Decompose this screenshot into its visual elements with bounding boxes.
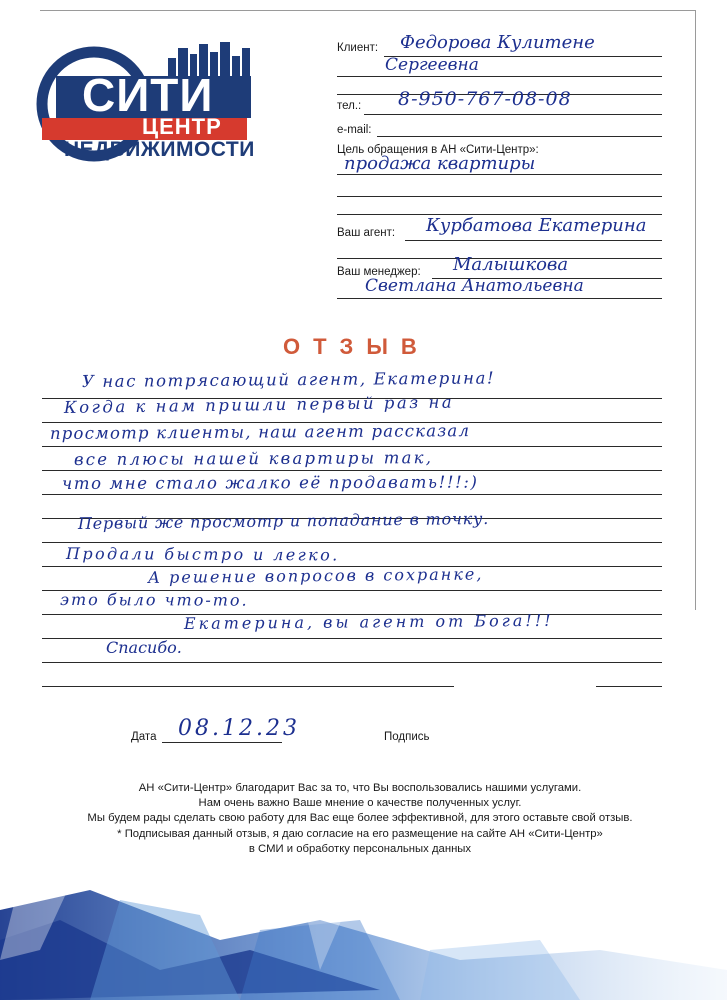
manager-surname-handwritten: Малышкова — [453, 254, 569, 275]
review-line-9: это было что-то. — [60, 590, 249, 610]
phone-line — [364, 114, 662, 115]
agent-label: Ваш агент: — [337, 227, 396, 239]
manager-label: Ваш менеджер: — [337, 266, 421, 278]
date-line — [162, 742, 282, 743]
review-title: ОТЗЫВ — [283, 334, 430, 359]
purpose-line-1 — [337, 174, 662, 175]
logo-wordmark: СИТИ — [82, 69, 214, 121]
review-line-2: Когда к нам пришли первый раз на — [63, 392, 455, 417]
footer-thanks: АН «Сити-Центр» благодарит Вас за то, что Вы воспользовались нашими услугами. — [138, 782, 582, 794]
client-label: Клиент: — [337, 42, 379, 54]
review-rule — [42, 494, 662, 495]
decorative-bottom-graphic — [0, 880, 727, 1000]
page-edge-right — [695, 10, 696, 610]
footer-consent: * Подписывая данный отзыв, я даю согласие на его размещение на сайте АН «Сити-Центр» — [117, 828, 603, 840]
email-label: e-mail: — [337, 124, 372, 136]
signature-label: Подпись — [384, 731, 430, 743]
footer-consent-cont: в СМИ и обработку персональных данных — [248, 843, 472, 855]
review-line-6: Первый же просмотр и попадание в точку. — [77, 508, 490, 533]
review-line-7: Продали быстро и легко. — [66, 544, 340, 565]
review-rule — [42, 542, 662, 543]
purpose-handwritten: продажа квартиры — [344, 153, 536, 174]
logo-bottom-text: НЕДВИЖИМОСТИ — [64, 138, 255, 161]
purpose-line-2 — [337, 196, 662, 197]
purpose-label: Цель обращения в АН «Сити-Центр»: — [337, 144, 539, 156]
phone-handwritten: 8-950-767-08-08 — [398, 88, 572, 110]
review-rule — [42, 470, 662, 471]
footer-importance: Нам очень важно Ваше мнение о качестве полученных услуг. — [198, 797, 522, 809]
manager-name-handwritten: Светлана Анатольевна — [365, 276, 584, 296]
footer-invite: Мы будем рады сделать свою работу для Вас еще более эффективной, для этого оставьте свой отзыв. — [87, 812, 633, 824]
date-label: Дата — [131, 731, 157, 743]
agent-handwritten: Курбатова Екатерина — [426, 215, 647, 236]
company-logo — [36, 40, 256, 180]
client-patronymic-handwritten: Сергеевна — [385, 55, 479, 75]
email-line — [377, 136, 662, 137]
review-line-8: А решение вопросов в сохранке, — [147, 564, 484, 587]
review-line-11: Спасибо. — [106, 638, 182, 657]
client-line-2 — [337, 76, 662, 77]
review-line-5: что мне стало жалко её продавать!!!:) — [61, 472, 479, 493]
date-handwritten: 08.12.23 — [178, 716, 300, 741]
review-line-10: Екатерина, вы агент от Бога!!! — [183, 610, 554, 633]
review-rule — [42, 446, 662, 447]
page-edge-top — [40, 10, 695, 11]
manager-line-2 — [337, 298, 662, 299]
client-name-handwritten: Федорова Кулитене — [400, 32, 595, 53]
review-rule — [42, 662, 662, 663]
phone-label: тел.: — [337, 100, 362, 112]
agent-line — [405, 240, 662, 241]
review-rule-last-left — [42, 686, 454, 687]
review-line-4: все плюсы нашей квартиры так, — [73, 448, 434, 469]
review-line-1: У нас потрясающий агент, Екатерина! — [81, 368, 496, 391]
logo-subtitle: ЦЕНТР — [142, 114, 222, 139]
review-line-3: просмотр клиенты, наш агент рассказал — [49, 421, 471, 443]
review-rule-last-right — [596, 686, 662, 687]
